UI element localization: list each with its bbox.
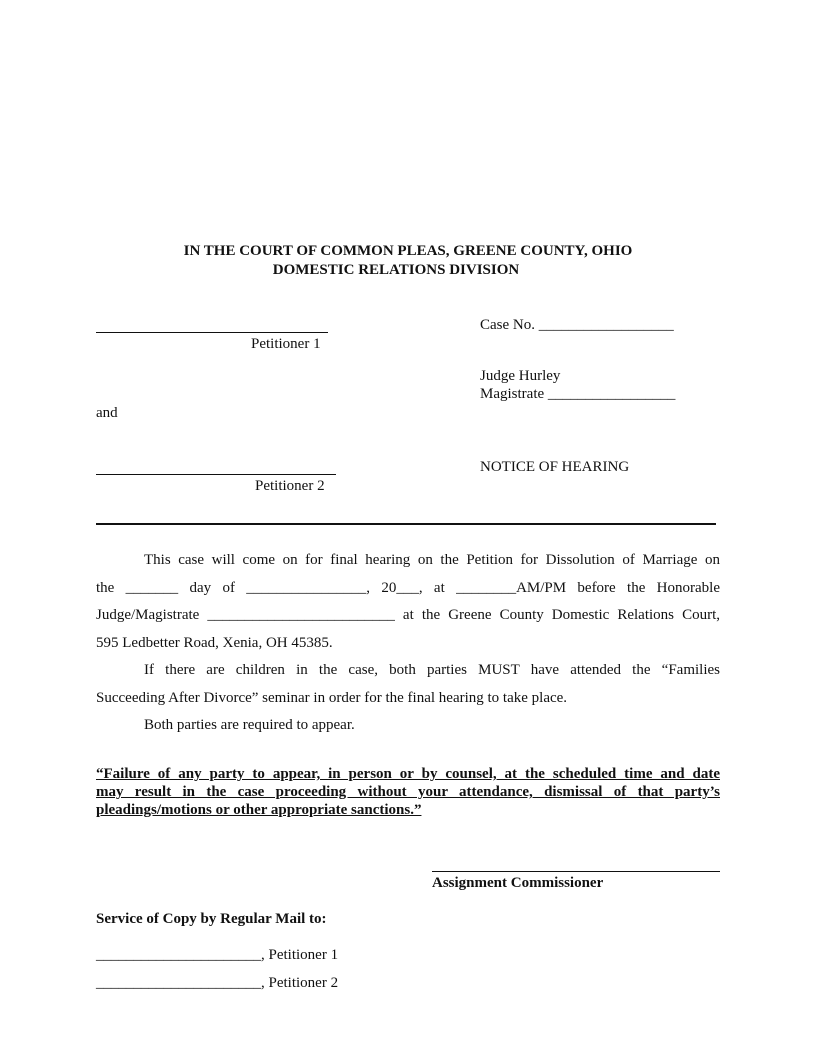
service-title: Service of Copy by Regular Mail to: xyxy=(96,911,327,927)
warning-text xyxy=(96,765,720,819)
warning-line2: may result in the case proceeding without your attendance, dismissal of that party’s xyxy=(96,784,720,800)
signature-label: Assignment Commissioner xyxy=(432,875,604,891)
notice-title: NOTICE OF HEARING xyxy=(480,459,630,475)
para2-line2: Succeeding After Divorce” seminar in order for the final hearing to take place. xyxy=(96,689,568,706)
service-petitioner1: ______________________, Petitioner 1 xyxy=(96,947,339,963)
caption-divider xyxy=(96,523,716,525)
warning-line3: pleadings/motions or other appropriate sanctions.” xyxy=(96,802,422,818)
signature-line xyxy=(432,871,720,872)
petitioner2-label: Petitioner 2 xyxy=(255,478,325,494)
petitioner1-line xyxy=(96,332,328,333)
para3: Both parties are required to appear. xyxy=(144,717,355,733)
para2-line1: If there are children in the case, both parties MUST have attended the “Families xyxy=(144,662,720,678)
division-title: DOMESTIC RELATIONS DIVISION xyxy=(272,262,520,278)
warning-line1: “Failure of any party to appear, in person or by counsel, at the scheduled time and date xyxy=(96,766,720,782)
and-label: and xyxy=(96,405,118,421)
para1-line3: Judge/Magistrate _________________________ at the Greene County Domestic Relations Court, xyxy=(96,607,720,623)
magistrate-field: Magistrate _________________ xyxy=(480,386,676,402)
case-number: Case No. __________________ xyxy=(480,317,674,333)
para1-line1: This case will come on for final hearing on the Petition for Dissolution of Marriage on xyxy=(144,552,720,568)
judge-name: Judge Hurley xyxy=(480,368,561,384)
court-title: IN THE COURT OF COMMON PLEAS, GREENE COUNTY, OHIO xyxy=(183,243,633,259)
petitioner2-line xyxy=(96,474,336,475)
service-petitioner2: ______________________, Petitioner 2 xyxy=(96,975,339,991)
para1-line4: 595 Ledbetter Road, Xenia, OH 45385. xyxy=(96,634,333,651)
petitioner1-label: Petitioner 1 xyxy=(251,336,321,352)
para1-line2: the _______ day of ________________, 20___, at ________AM/PM before the Honorable xyxy=(96,579,720,596)
body-text xyxy=(96,547,720,740)
